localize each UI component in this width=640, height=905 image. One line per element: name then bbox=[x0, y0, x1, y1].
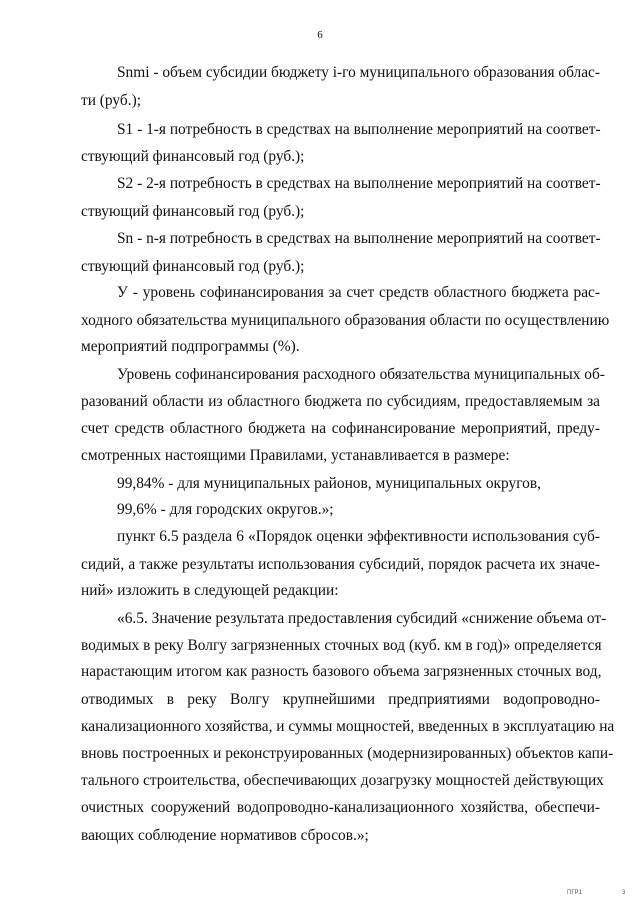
text-line: водимых в реку Волгу загрязненных сточных вод (куб. км в год)» определяется bbox=[81, 637, 602, 654]
text-line: тального строительства, обеспечивающих дозагрузку мощностей действующих bbox=[81, 772, 604, 789]
footer-code: ПГР1 bbox=[567, 890, 582, 896]
text-line: отводимых в реку Волгу крупнейшими предприятиями водопроводно- bbox=[81, 691, 600, 708]
text-line: ствующий финансовый год (руб.); bbox=[81, 258, 305, 275]
page-number: 6 bbox=[317, 29, 323, 41]
text-line: Sn - n-я потребность в средствах на выполнение мероприятий на соответ- bbox=[117, 230, 601, 247]
text-line: очистных сооружений водопроводно-канализационного хозяйства, обеспечи- bbox=[81, 799, 600, 816]
text-line: ствующий финансовый год (руб.); bbox=[81, 203, 305, 220]
text-line: мероприятий подпрограммы (%). bbox=[81, 338, 300, 355]
text-line: 99,84% - для муниципальных районов, муниципальных округов, bbox=[117, 475, 541, 492]
text-line: вающих соблюдение нормативов сбросов.»; bbox=[81, 827, 369, 844]
text-line: нарастающим итогом как разность базового объема загрязненных сточных вод, bbox=[81, 663, 602, 680]
text-line: счет средств областного бюджета на софинансирование мероприятий, преду- bbox=[81, 420, 600, 437]
text-line: смотренных настоящими Правилами, устанавливается в размере: bbox=[81, 447, 510, 464]
text-line: сидий, а также результаты использования субсидий, порядок расчета их значе- bbox=[81, 556, 600, 573]
text-line: S1 - 1-я потребность в средствах на выполнение мероприятий на соответ- bbox=[117, 121, 601, 138]
text-line: разований области из областного бюджета по субсидиям, предоставляемым за bbox=[81, 393, 600, 410]
text-line: ти (руб.); bbox=[81, 92, 141, 109]
text-line: «6.5. Значение результата предоставления субсидий «снижение объема от- bbox=[117, 610, 607, 627]
text-line: 99,6% - для городских округов.»; bbox=[117, 501, 334, 518]
text-line: У - уровень софинансирования за счет средств областного бюджета рас- bbox=[117, 284, 600, 301]
text-line: ходного обязательства муниципального образования области по осуществлению bbox=[81, 312, 610, 329]
text-line: S2 - 2-я потребность в средствах на выполнение мероприятий на соответ- bbox=[117, 175, 601, 192]
text-line: Snmi - объем субсидии бюджету i-го муниципального образования облас- bbox=[117, 64, 600, 81]
text-line: ствующий финансовый год (руб.); bbox=[81, 148, 305, 165]
text-line: вновь построенных и реконструированных (модернизированных) объектов капи- bbox=[81, 745, 614, 762]
text-line: Уровень софинансирования расходного обязательства муниципальных об- bbox=[117, 366, 605, 383]
text-line: ний» изложить в следующей редакции: bbox=[81, 582, 339, 599]
footer-mark: 3 bbox=[622, 890, 626, 896]
text-line: канализационного хозяйства, и суммы мощностей, введенных в эксплуатацию на bbox=[81, 718, 615, 735]
text-line: пункт 6.5 раздела 6 «Порядок оценки эффективности использования суб- bbox=[117, 528, 600, 545]
